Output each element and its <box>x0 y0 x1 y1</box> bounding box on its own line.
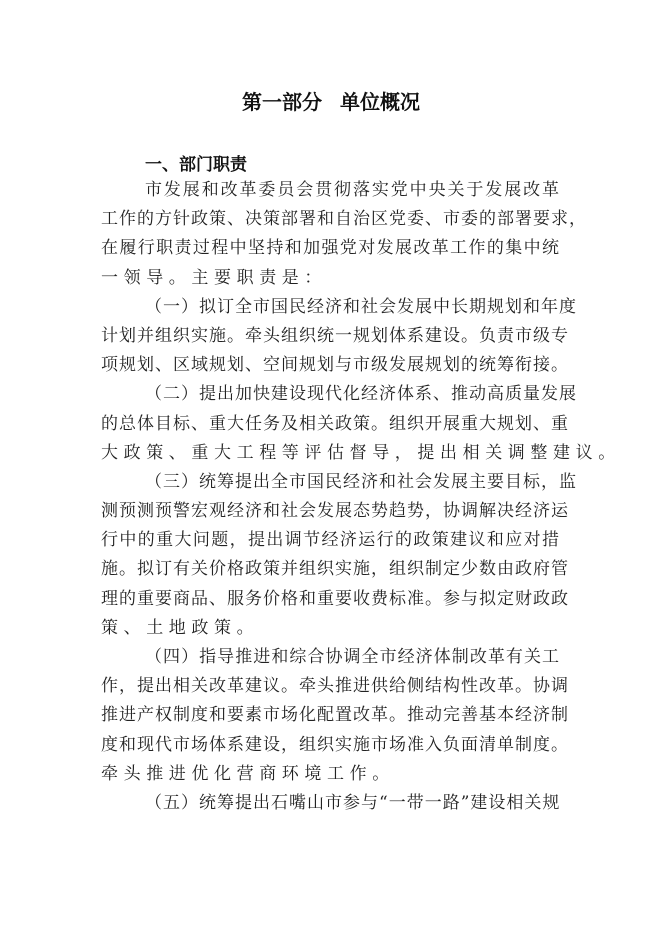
document-body <box>101 176 621 818</box>
paragraph-line: （三）统筹提出全市国民经济和社会发展主要目标，监 <box>145 471 577 492</box>
paragraph-line: 的总体目标、重大任务及相关政策。组织开展重大规划、重 <box>101 413 569 434</box>
paragraph-line: 大政策、重大工程等评估督导，提出相关调整建议。 <box>101 442 621 463</box>
paragraph-line: 一领导。主要职责是： <box>101 267 327 288</box>
title-name: 单位概况 <box>340 90 420 114</box>
paragraph-line: 牵头推进优化营商环境工作。 <box>101 763 395 784</box>
paragraph-line: 在履行职责过程中坚持和加强党对发展改革工作的集中统 <box>101 238 560 259</box>
paragraph-line: 推进产权制度和要素市场化配置改革。推动完善基本经济制 <box>101 705 569 726</box>
paragraph-line: 策、土地政策。 <box>101 617 260 638</box>
paragraph-line: 作，提出相关改革建议。牵头推进供给侧结构性改革。协调 <box>101 676 569 697</box>
title-part: 第一部分 <box>242 90 322 114</box>
paragraph-line: （一）拟订全市国民经济和社会发展中长期规划和年度 <box>145 296 577 317</box>
paragraph-line: 项规划、区域规划、空间规划与市级发展规划的统筹衔接。 <box>101 355 569 376</box>
paragraph-line: 市发展和改革委员会贯彻落实党中央关于发展改革 <box>145 180 560 200</box>
paragraph-line: 测预测预警宏观经济和社会发展态势趋势，协调解决经济运 <box>101 501 569 522</box>
section-heading: 一、部门职责 <box>145 155 247 175</box>
page-title <box>0 86 662 115</box>
paragraph-line: 计划并组织实施。牵头组织统一规划体系建设。负责市级专 <box>101 325 569 346</box>
paragraph-line: （五）统筹提出石嘴山市参与“一带一路”建设相关规 <box>145 792 561 813</box>
paragraph-line: 工作的方针政策、决策部署和自治区党委、市委的部署要求， <box>101 209 587 230</box>
paragraph-line: 行中的重大问题，提出调节经济运行的政策建议和应对措 <box>101 530 560 551</box>
paragraph-line: 度和现代市场体系建设，组织实施市场准入负面清单制度。 <box>101 734 569 755</box>
paragraph-line: （二）提出加快建设现代化经济体系、推动高质量发展 <box>145 384 577 405</box>
paragraph-line: 理的重要商品、服务价格和重要收费标准。参与拟定财政政 <box>101 588 569 609</box>
paragraph-line: 施。拟订有关价格政策并组织实施，组织制定少数由政府管 <box>101 559 569 580</box>
paragraph-line: （四）指导推进和综合协调全市经济体制改革有关工 <box>145 647 560 667</box>
